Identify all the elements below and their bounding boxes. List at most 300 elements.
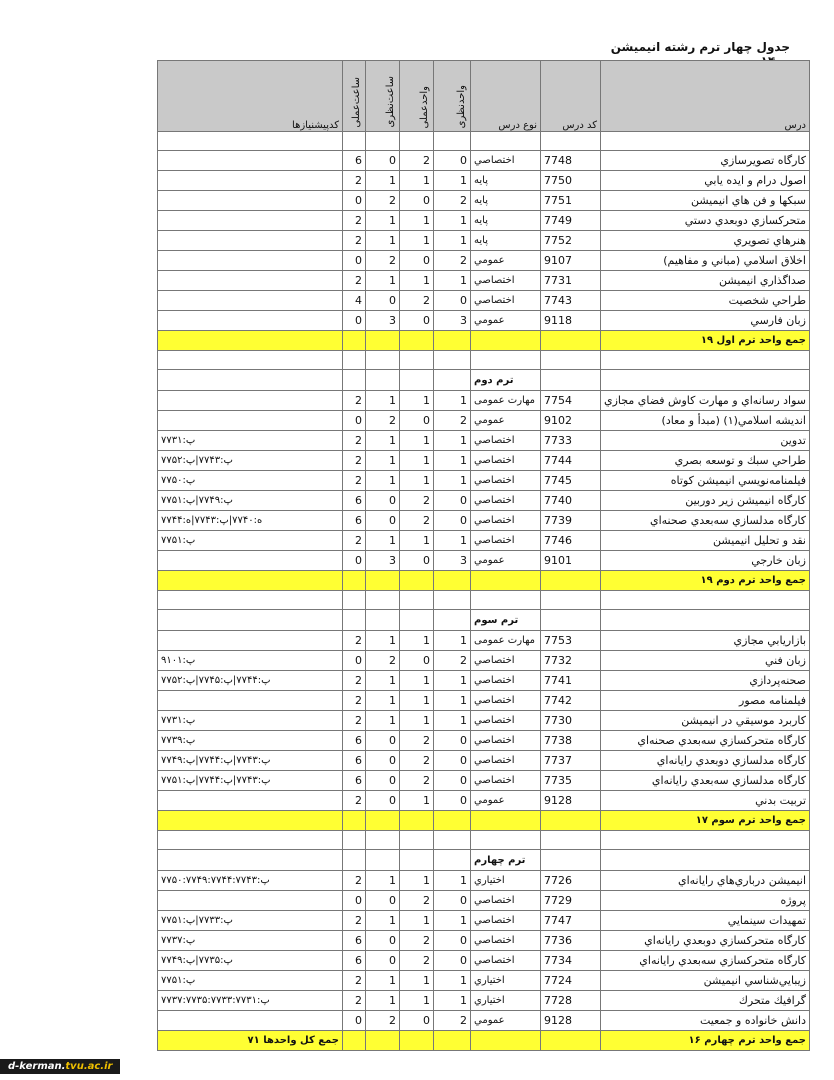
sum-spacer <box>471 1031 541 1051</box>
course-row <box>158 231 810 251</box>
site-watermark: d-kerman.tvu.ac.ir <box>0 1059 120 1074</box>
course-type: عمومي <box>471 411 541 431</box>
hours-practical: 6 <box>343 151 366 171</box>
course-type: اختصاصي <box>471 911 541 931</box>
header-credit-practical: واحدعملی <box>400 61 434 132</box>
course-row <box>158 971 810 991</box>
term-spacer <box>158 850 343 871</box>
hours-practical: 6 <box>343 491 366 511</box>
course-row <box>158 891 810 911</box>
credit-theory: 1 <box>434 231 471 251</box>
credit-practical: 0 <box>400 311 434 331</box>
sum-spacer <box>400 571 434 591</box>
course-code: 7751 <box>541 191 601 211</box>
sum-spacer <box>343 811 366 831</box>
credit-theory: 1 <box>434 431 471 451</box>
sum-spacer <box>471 571 541 591</box>
course-row <box>158 551 810 571</box>
term-label: ترم چهارم <box>471 850 541 871</box>
credit-theory: 2 <box>434 411 471 431</box>
course-name: سواد رسانه‌اي و مهارت كاوش فضاي مجازي <box>601 391 810 411</box>
hours-theory: 1 <box>366 871 400 891</box>
credit-practical: 0 <box>400 411 434 431</box>
credit-theory: 0 <box>434 771 471 791</box>
course-code: 9128 <box>541 791 601 811</box>
credit-practical: 2 <box>400 731 434 751</box>
term-spacer <box>434 850 471 871</box>
course-row <box>158 871 810 891</box>
course-name: زبان فني <box>601 651 810 671</box>
credit-practical: 1 <box>400 391 434 411</box>
term-spacer <box>366 370 400 391</box>
course-code: 7726 <box>541 871 601 891</box>
hours-practical: 2 <box>343 211 366 231</box>
sum-spacer <box>343 571 366 591</box>
term-spacer <box>400 610 434 631</box>
hours-theory: 3 <box>366 551 400 571</box>
sum-spacer <box>366 571 400 591</box>
sum-spacer <box>366 811 400 831</box>
course-row <box>158 771 810 791</box>
hours-theory: 0 <box>366 891 400 911</box>
credit-theory: 1 <box>434 971 471 991</box>
prereq-codes: پ:۷۷۴۴|پ:۷۷۴۵|پ:۷۷۵۲ <box>158 671 343 691</box>
sum-spacer <box>400 1031 434 1051</box>
course-row <box>158 211 810 231</box>
credit-theory: 1 <box>434 451 471 471</box>
hours-theory: 0 <box>366 751 400 771</box>
course-name: گرافيك متحرك <box>601 991 810 1011</box>
hours-practical: 2 <box>343 971 366 991</box>
sum-spacer <box>400 811 434 831</box>
term-sum: جمع واحد ترم دوم ۱۹ <box>601 571 810 591</box>
credit-theory: 2 <box>434 251 471 271</box>
credit-practical: 1 <box>400 471 434 491</box>
prereq-codes: پ:۹۱۰۱ <box>158 651 343 671</box>
course-code: 7744 <box>541 451 601 471</box>
prereq-codes <box>158 631 343 651</box>
course-name: كارگاه مدلسازي دوبعدي رايانه‌اي <box>601 751 810 771</box>
credit-practical: 2 <box>400 891 434 911</box>
header-course: درس <box>601 61 810 132</box>
course-type: عمومي <box>471 311 541 331</box>
credit-practical: 2 <box>400 751 434 771</box>
course-code: 7731 <box>541 271 601 291</box>
course-name: فيلمنامه‌نويسي انيميشن كوتاه <box>601 471 810 491</box>
course-type: اختصاصي <box>471 471 541 491</box>
hours-practical: 0 <box>343 551 366 571</box>
credit-theory: 0 <box>434 751 471 771</box>
header-code: کد درس <box>541 61 601 132</box>
course-type: اختصاصي <box>471 671 541 691</box>
term-spacer <box>158 370 343 391</box>
header-hours-theory: ساعت‌نظری <box>366 61 400 132</box>
course-name: صحنه‌پردازي <box>601 671 810 691</box>
prereq-codes <box>158 171 343 191</box>
prereq-codes: پ:۷۷۳۵|پ:۷۷۴۹ <box>158 951 343 971</box>
credit-theory: 1 <box>434 631 471 651</box>
credit-practical: 2 <box>400 491 434 511</box>
hours-theory: 1 <box>366 391 400 411</box>
course-row <box>158 931 810 951</box>
course-name: پروژه <box>601 891 810 911</box>
credit-theory: 2 <box>434 1011 471 1031</box>
course-type: اختصاصي <box>471 751 541 771</box>
hours-practical: 2 <box>343 631 366 651</box>
hours-practical: 0 <box>343 891 366 911</box>
course-name: بازاريابي مجازي <box>601 631 810 651</box>
credit-practical: 2 <box>400 951 434 971</box>
spacer-row <box>158 351 810 370</box>
prereq-codes: پ:۷۷۵۰ <box>158 471 343 491</box>
course-type: اختصاصي <box>471 491 541 511</box>
course-type: اختصاصي <box>471 691 541 711</box>
course-row <box>158 511 810 531</box>
hours-theory: 0 <box>366 931 400 951</box>
course-name: نقد و تحليل انيميشن <box>601 531 810 551</box>
hours-practical: 2 <box>343 791 366 811</box>
credit-theory: 1 <box>434 531 471 551</box>
credit-theory: 2 <box>434 191 471 211</box>
hours-theory: 2 <box>366 191 400 211</box>
course-type: اختصاصي <box>471 891 541 911</box>
course-code: 7740 <box>541 491 601 511</box>
credit-theory: 0 <box>434 931 471 951</box>
sum-spacer <box>366 1031 400 1051</box>
credit-theory: 0 <box>434 731 471 751</box>
course-type: عمومي <box>471 551 541 571</box>
course-row <box>158 431 810 451</box>
credit-practical: 2 <box>400 291 434 311</box>
spacer-row <box>158 132 810 151</box>
credit-theory: 0 <box>434 791 471 811</box>
term-spacer <box>343 610 366 631</box>
sum-spacer <box>471 331 541 351</box>
course-row <box>158 311 810 331</box>
course-code: 7729 <box>541 891 601 911</box>
course-type: اختياري <box>471 991 541 1011</box>
course-name: تدوين <box>601 431 810 451</box>
credit-practical: 1 <box>400 531 434 551</box>
credit-practical: 1 <box>400 231 434 251</box>
sum-spacer <box>434 331 471 351</box>
credit-practical: 1 <box>400 691 434 711</box>
credit-practical: 1 <box>400 791 434 811</box>
course-row <box>158 731 810 751</box>
course-name: طراحي سبك و توسعه بصري <box>601 451 810 471</box>
prereq-codes: پ:۷۷۳۷:۷۷۳۵:۷۷۳۳:۷۷۳۱ <box>158 991 343 1011</box>
hours-practical: 6 <box>343 731 366 751</box>
course-row <box>158 491 810 511</box>
hours-practical: 2 <box>343 451 366 471</box>
course-code: 7753 <box>541 631 601 651</box>
course-code: 7728 <box>541 991 601 1011</box>
credit-theory: 0 <box>434 491 471 511</box>
hours-practical: 6 <box>343 931 366 951</box>
course-row <box>158 531 810 551</box>
course-type: اختصاصي <box>471 291 541 311</box>
course-name: تربيت بدني <box>601 791 810 811</box>
prereq-codes <box>158 551 343 571</box>
hours-practical: 0 <box>343 191 366 211</box>
prereq-codes: پ:۷۷۴۳|پ:۷۷۴۴|پ:۷۷۵۱ <box>158 771 343 791</box>
course-row <box>158 171 810 191</box>
course-code: 9128 <box>541 1011 601 1031</box>
course-row <box>158 1011 810 1031</box>
credit-theory: 1 <box>434 871 471 891</box>
hours-theory: 0 <box>366 151 400 171</box>
term-label-row <box>158 850 810 871</box>
course-row <box>158 471 810 491</box>
hours-practical: 0 <box>343 651 366 671</box>
hours-theory: 0 <box>366 791 400 811</box>
term-spacer <box>434 610 471 631</box>
course-row <box>158 631 810 651</box>
term-spacer <box>400 850 434 871</box>
course-name: كارگاه مدلسازي سه‌بعدي صحنه‌اي <box>601 511 810 531</box>
course-code: 7735 <box>541 771 601 791</box>
credit-practical: 2 <box>400 151 434 171</box>
credit-practical: 1 <box>400 971 434 991</box>
course-type: اختصاصي <box>471 771 541 791</box>
header-credit-theory: واحدنظری <box>434 61 471 132</box>
prereq-codes <box>158 291 343 311</box>
header-hours-practical: ساعت‌عملی <box>343 61 366 132</box>
course-code: 7730 <box>541 711 601 731</box>
credit-practical: 1 <box>400 451 434 471</box>
term-spacer <box>601 850 810 871</box>
course-code: 7738 <box>541 731 601 751</box>
term-spacer <box>601 370 810 391</box>
hours-practical: 6 <box>343 511 366 531</box>
course-code: 7733 <box>541 431 601 451</box>
prereq-codes <box>158 191 343 211</box>
term-sum-row <box>158 811 810 831</box>
term-spacer <box>541 610 601 631</box>
credit-theory: 1 <box>434 991 471 1011</box>
term-sum: جمع واحد ترم اول ۱۹ <box>601 331 810 351</box>
prereq-codes: پ:۷۷۴۳|پ:۷۷۴۴|پ:۷۷۴۹ <box>158 751 343 771</box>
course-type: اختياري <box>471 871 541 891</box>
spacer-row <box>158 591 810 610</box>
credit-theory: 1 <box>434 671 471 691</box>
prereq-codes: پ:۷۷۴۹|پ:۷۷۵۱ <box>158 491 343 511</box>
course-type: اختصاصي <box>471 511 541 531</box>
sum-spacer <box>434 1031 471 1051</box>
course-code: 7752 <box>541 231 601 251</box>
term-spacer <box>434 370 471 391</box>
credit-theory: 1 <box>434 171 471 191</box>
course-row <box>158 191 810 211</box>
course-name: صداگذاري انيميشن <box>601 271 810 291</box>
course-code: 7745 <box>541 471 601 491</box>
credit-theory: 0 <box>434 291 471 311</box>
term-sum-row <box>158 571 810 591</box>
course-code: 7748 <box>541 151 601 171</box>
hours-practical: 0 <box>343 251 366 271</box>
prereq-codes <box>158 891 343 911</box>
credit-practical: 1 <box>400 871 434 891</box>
hours-theory: 2 <box>366 651 400 671</box>
hours-theory: 2 <box>366 1011 400 1031</box>
credit-practical: 1 <box>400 911 434 931</box>
prereq-codes: پ:۷۷۳۱ <box>158 431 343 451</box>
hours-theory: 1 <box>366 471 400 491</box>
hours-theory: 1 <box>366 691 400 711</box>
prereq-codes: پ:۷۷۳۳|پ:۷۷۵۱ <box>158 911 343 931</box>
hours-practical: 2 <box>343 711 366 731</box>
hours-theory: 0 <box>366 291 400 311</box>
course-name: تمهيدات سينمايي <box>601 911 810 931</box>
spacer-row <box>158 831 810 850</box>
course-type: پايه <box>471 231 541 251</box>
prereq-codes: ه:۷۷۴۰|پ:۷۷۴۳|ه:۷۷۴۴ <box>158 511 343 531</box>
course-row <box>158 911 810 931</box>
credit-theory: 3 <box>434 551 471 571</box>
course-name: انيميشن درباري‌هاي رايانه‌اي <box>601 871 810 891</box>
curriculum-table <box>157 60 810 1051</box>
credit-theory: 0 <box>434 151 471 171</box>
course-name: فيلمنامه مصور <box>601 691 810 711</box>
sum-spacer <box>343 331 366 351</box>
credit-practical: 0 <box>400 251 434 271</box>
hours-theory: 1 <box>366 991 400 1011</box>
course-type: عمومي <box>471 791 541 811</box>
credit-practical: 1 <box>400 671 434 691</box>
sum-spacer <box>434 571 471 591</box>
credit-theory: 1 <box>434 391 471 411</box>
course-code: 7750 <box>541 171 601 191</box>
term-spacer <box>366 610 400 631</box>
course-name: كارگاه مدلسازي سه‌بعدي رايانه‌اي <box>601 771 810 791</box>
prereq-codes <box>158 1011 343 1031</box>
course-type: اختصاصي <box>471 731 541 751</box>
term-label-row <box>158 610 810 631</box>
hours-practical: 2 <box>343 391 366 411</box>
course-row <box>158 411 810 431</box>
credit-theory: 1 <box>434 271 471 291</box>
hours-practical: 2 <box>343 171 366 191</box>
prereq-codes: پ:۷۷۵۱ <box>158 531 343 551</box>
header-row <box>158 61 810 132</box>
hours-theory: 0 <box>366 771 400 791</box>
course-type: پايه <box>471 211 541 231</box>
header-type: نوع درس <box>471 61 541 132</box>
course-code: 7732 <box>541 651 601 671</box>
course-name: سبكها و فن هاي انيميشن <box>601 191 810 211</box>
credit-theory: 0 <box>434 951 471 971</box>
hours-theory: 1 <box>366 451 400 471</box>
credit-practical: 1 <box>400 211 434 231</box>
header-prereq: کدپیشنیازها <box>158 61 343 132</box>
credit-practical: 0 <box>400 551 434 571</box>
course-name: كارگاه متحركسازي سه‌بعدي رايانه‌اي <box>601 951 810 971</box>
course-name: هنرهاي تصويري <box>601 231 810 251</box>
prereq-codes: پ:۷۷۴۳|پ:۷۷۵۲ <box>158 451 343 471</box>
hours-theory: 1 <box>366 171 400 191</box>
credit-theory: 1 <box>434 211 471 231</box>
course-code: 7724 <box>541 971 601 991</box>
course-code: 9118 <box>541 311 601 331</box>
sum-spacer <box>541 571 601 591</box>
course-code: 7734 <box>541 951 601 971</box>
hours-practical: 6 <box>343 951 366 971</box>
course-name: اخلاق اسلامي (مباني و مفاهيم) <box>601 251 810 271</box>
hours-theory: 2 <box>366 411 400 431</box>
course-type: اختياري <box>471 971 541 991</box>
credit-practical: 2 <box>400 511 434 531</box>
course-name: زبان فارسي <box>601 311 810 331</box>
course-name: اصول درام و ايده يابي <box>601 171 810 191</box>
hours-practical: 4 <box>343 291 366 311</box>
term-label: ترم دوم <box>471 370 541 391</box>
term-spacer <box>343 370 366 391</box>
term-sum-row <box>158 331 810 351</box>
term-spacer <box>366 850 400 871</box>
course-row <box>158 691 810 711</box>
course-row <box>158 951 810 971</box>
credit-theory: 2 <box>434 651 471 671</box>
credit-practical: 0 <box>400 1011 434 1031</box>
course-code: 7742 <box>541 691 601 711</box>
credit-theory: 0 <box>434 891 471 911</box>
course-type: اختصاصي <box>471 271 541 291</box>
hours-theory: 1 <box>366 271 400 291</box>
term-spacer <box>400 370 434 391</box>
course-row <box>158 651 810 671</box>
sum-spacer <box>366 331 400 351</box>
prereq-codes: پ:۷۷۳۱ <box>158 711 343 731</box>
credit-theory: 3 <box>434 311 471 331</box>
course-name: زيبايي‌شناسي انيميشن <box>601 971 810 991</box>
course-code: 9107 <box>541 251 601 271</box>
course-type: اختصاصي <box>471 531 541 551</box>
hours-practical: 6 <box>343 751 366 771</box>
hours-practical: 2 <box>343 471 366 491</box>
sum-spacer <box>471 811 541 831</box>
credit-practical: 2 <box>400 931 434 951</box>
course-code: 7749 <box>541 211 601 231</box>
sum-spacer <box>400 331 434 351</box>
prereq-codes: پ:۷۷۵۰:۷۷۴۹:۷۷۴۴:۷۷۴۳ <box>158 871 343 891</box>
term-spacer <box>343 850 366 871</box>
course-type: اختصاصي <box>471 711 541 731</box>
hours-theory: 1 <box>366 431 400 451</box>
credit-practical: 1 <box>400 711 434 731</box>
hours-theory: 0 <box>366 491 400 511</box>
course-type: مهارت عمومی <box>471 391 541 411</box>
course-type: اختصاصي <box>471 951 541 971</box>
credit-practical: 1 <box>400 991 434 1011</box>
prereq-codes <box>158 231 343 251</box>
prereq-codes: پ:۷۷۵۱ <box>158 971 343 991</box>
hours-theory: 1 <box>366 631 400 651</box>
course-row <box>158 391 810 411</box>
prereq-codes <box>158 251 343 271</box>
hours-practical: 2 <box>343 271 366 291</box>
course-code: 7754 <box>541 391 601 411</box>
course-code: 7739 <box>541 511 601 531</box>
course-name: كارگاه انيميشن زير دوربين <box>601 491 810 511</box>
hours-theory: 1 <box>366 231 400 251</box>
grand-total: جمع کل واحدها ۷۱ <box>158 1031 343 1051</box>
credit-theory: 1 <box>434 691 471 711</box>
prereq-codes <box>158 791 343 811</box>
course-type: عمومي <box>471 1011 541 1031</box>
credit-theory: 1 <box>434 911 471 931</box>
term-label-row <box>158 370 810 391</box>
prereq-codes <box>158 691 343 711</box>
